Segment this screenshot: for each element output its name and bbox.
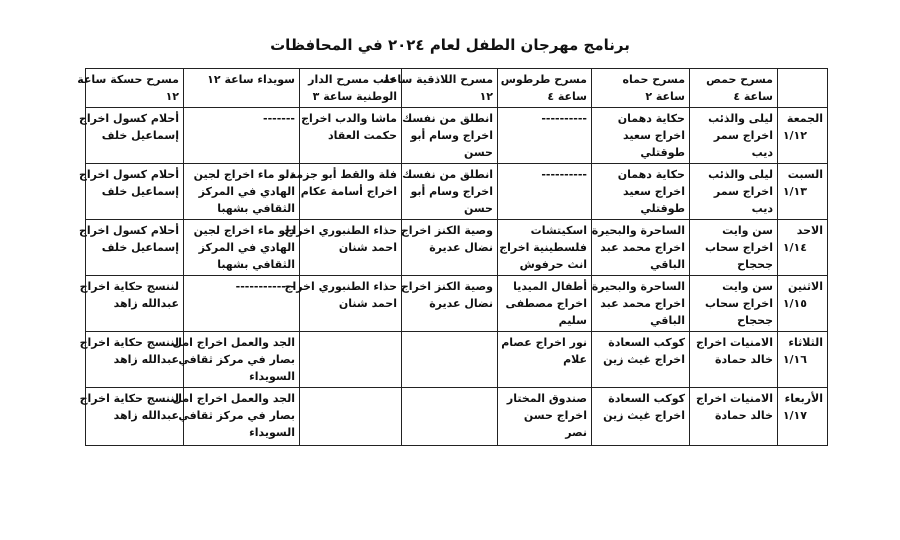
cell-line: عبدالله زاهد (113, 353, 179, 366)
cell-line: السويداء (249, 426, 295, 439)
cell-line: جحجاح (737, 258, 773, 271)
cell-line: أطفال الميديا (513, 280, 587, 293)
cell-line: لننسج حكاية اخراج (79, 392, 179, 405)
document-title: برنامج مهرجان الطفل لعام ٢٠٢٤ في المحافظات (270, 36, 630, 54)
cell-line: الامنيات اخراج (695, 392, 773, 405)
cell-hama (592, 276, 690, 332)
cell-line: اخراج سحاب (705, 241, 773, 254)
cell-line: حسن (463, 146, 493, 159)
cell-line: وصية الكنز اخراج (400, 280, 493, 293)
table-row (86, 276, 828, 332)
cell-line: فلة والقط أبو جزمة (289, 168, 397, 181)
table-row (86, 164, 828, 220)
cell-line: ليلى والذئب (708, 112, 773, 125)
cell-line: حذاء الطنبوري اخراج (284, 224, 397, 237)
cell-aleppo (300, 388, 402, 446)
cell-line: ليلى والذئب (708, 168, 773, 181)
cell-line: الجد والعمل اخراج امل (172, 392, 295, 405)
cell-line: الثقافي بشهبا (217, 202, 295, 215)
header-day (778, 69, 828, 108)
cell-line: اخراج سمر (713, 185, 773, 198)
cell-lattakia (402, 108, 498, 164)
day-cell (778, 220, 828, 276)
cell-tartous (498, 108, 592, 164)
cell-line: اخراج سحاب (705, 297, 773, 310)
cell-homs (690, 220, 778, 276)
cell-line: إسماعيل خلف (101, 185, 179, 198)
header-aleppo: حلب مسرح الدار الوطنية ساعة ٣ (300, 69, 402, 108)
cell-line: حذاء الطنبوري اخراج (284, 280, 397, 293)
cell-line: الهادي في المركز (198, 241, 295, 254)
cell-line: الهادي في المركز (198, 185, 295, 198)
cell-line: سليم (558, 314, 587, 327)
cell-lattakia (402, 332, 498, 388)
day-cell (778, 276, 828, 332)
cell-line: الساحرة والبحيرة (591, 224, 685, 237)
day-cell (778, 388, 828, 446)
cell-homs (690, 276, 778, 332)
cell-hama (592, 164, 690, 220)
cell-line: إسماعيل خلف (101, 129, 179, 142)
day-name: الأربعاء (784, 392, 823, 405)
cell-line: الباقي (650, 314, 685, 327)
cell-hama (592, 332, 690, 388)
cell-sweida (184, 220, 300, 276)
day-name: الاحد (796, 224, 823, 237)
table-row (86, 332, 828, 388)
cell-line: انطلق من نفسك (402, 112, 493, 125)
cell-aleppo (289, 164, 402, 220)
day-cell (778, 164, 828, 220)
cell-tartous (498, 332, 592, 388)
cell-hasakah (78, 164, 184, 220)
cell-hama (592, 108, 690, 164)
day-date: ١/١٧ (782, 409, 807, 422)
cell-line: سن وايت (722, 224, 773, 237)
cell-line: اخراج غيث زين (603, 353, 685, 366)
cell-line: سن وايت (722, 280, 773, 293)
cell-line: حسن (463, 202, 493, 215)
cell-tartous (498, 164, 592, 220)
cell-line: لننسج حكاية اخراج (79, 336, 179, 349)
cell-line: فلسطينية اخراج (499, 241, 587, 254)
cell-aleppo (284, 220, 402, 276)
cell-aleppo (284, 276, 402, 332)
cell-line: جحجاح (737, 314, 773, 327)
cell-line: خالد حمادة (715, 353, 773, 366)
cell-sweida (172, 388, 300, 446)
cell-line: خالد حمادة (715, 409, 773, 422)
cell-line: حكمت العقاد (328, 129, 397, 142)
cell-line: اخراج وسام أبو (410, 129, 493, 142)
day-cell (778, 108, 828, 164)
cell-line: انث حرفوش (519, 258, 587, 271)
header-row (86, 69, 828, 108)
cell-line: لننسج حكاية اخراج (79, 280, 179, 293)
table-row (86, 108, 828, 164)
header-hama: مسرح حماه ساعة ٢ (592, 69, 690, 108)
cell-line: اخراج سعيد (623, 129, 685, 142)
cell-line: الباقي (650, 258, 685, 271)
cell-line: بصار في مركز ثقافي (178, 353, 295, 366)
cell-sweida (184, 164, 300, 220)
cell-line: اخراج سعيد (623, 185, 685, 198)
cell-line: ------- (263, 112, 295, 125)
cell-aleppo (300, 332, 402, 388)
cell-line: ------------- (235, 280, 295, 293)
table-row (86, 388, 828, 446)
cell-line: ماشا والدب اخراج (301, 112, 397, 125)
cell-hasakah (78, 108, 184, 164)
cell-aleppo (300, 108, 402, 164)
cell-line: طوقتلي (640, 202, 685, 215)
cell-line: ديب (751, 146, 773, 159)
cell-hama (592, 388, 690, 446)
cell-line: اخراج محمد عبد (600, 297, 685, 310)
cell-lattakia (402, 220, 498, 276)
header-tartous: مسرح طرطوس ساعة ٤ (498, 69, 592, 108)
cell-line: حكاية دهمان (617, 112, 685, 125)
cell-line: نصر (565, 426, 587, 439)
cell-line: احمد شنان (338, 297, 397, 310)
cell-lattakia (402, 164, 498, 220)
cell-line: دلو ماء اخراج لجين (193, 168, 295, 181)
cell-homs (690, 332, 778, 388)
cell-line: كوكب السعادة (608, 392, 685, 405)
cell-line: اخراج سمر (713, 129, 773, 142)
cell-line: اخراج أسامة عكام (300, 185, 397, 198)
day-name: الاثنين (788, 280, 823, 293)
cell-line: اخراج محمد عبد (600, 241, 685, 254)
cell-line: اخراج حسن (523, 409, 587, 422)
header-lattakia: مسرح اللاذقية ساعة ١٢ (402, 69, 498, 108)
day-date: ١/١٤ (782, 241, 807, 254)
cell-line: ديب (751, 202, 773, 215)
cell-line: اخراج وسام أبو (410, 185, 493, 198)
day-date: ١/١٥ (782, 297, 807, 310)
cell-hasakah (79, 276, 184, 332)
day-date: ١/١٦ (782, 353, 807, 366)
cell-homs (690, 108, 778, 164)
cell-line: ---------- (541, 112, 587, 125)
cell-line: نضال عديرة (429, 297, 493, 310)
day-cell (778, 332, 828, 388)
cell-hasakah (78, 220, 184, 276)
cell-line: كوكب السعادة (608, 336, 685, 349)
cell-hasakah (79, 332, 184, 388)
cell-tartous (498, 388, 592, 446)
cell-lattakia (402, 276, 498, 332)
cell-homs (690, 388, 778, 446)
cell-sweida (184, 276, 300, 332)
cell-line: طوقتلي (640, 146, 685, 159)
cell-line: أحلام كسول اخراج (78, 112, 179, 125)
header-sweida: سويداء ساعة ١٢ (184, 69, 300, 108)
cell-line: اخراج مصطفى (505, 297, 587, 310)
cell-line: اخراج غيث زين (603, 409, 685, 422)
cell-line: ---------- (541, 168, 587, 181)
cell-line: وصية الكنز اخراج (400, 224, 493, 237)
schedule-body (78, 108, 828, 446)
cell-line: الساحرة والبحيرة (591, 280, 685, 293)
day-date: ١/١٣ (782, 185, 807, 198)
cell-line: عبدالله زاهد (113, 409, 179, 422)
cell-line: حكاية دهمان (617, 168, 685, 181)
cell-line: علام (563, 353, 587, 366)
cell-line: دلو ماء اخراج لجين (193, 224, 295, 237)
day-name: الجمعة (786, 112, 823, 125)
table-row (86, 220, 828, 276)
cell-sweida (184, 108, 300, 164)
cell-line: نور اخراج عصام (501, 336, 587, 349)
cell-line: إسماعيل خلف (101, 241, 179, 254)
cell-line: صندوق المختار (506, 392, 587, 405)
cell-line: السويداء (249, 370, 295, 383)
cell-homs (690, 164, 778, 220)
day-name: السبت (787, 168, 823, 181)
day-date: ١/١٢ (782, 129, 807, 142)
cell-line: اسكيتشات (530, 224, 587, 237)
cell-lattakia (402, 388, 498, 446)
cell-hama (592, 220, 690, 276)
cell-line: الامنيات اخراج (695, 336, 773, 349)
cell-sweida (172, 332, 300, 388)
cell-hasakah (79, 388, 184, 446)
cell-line: أحلام كسول اخراج (78, 168, 179, 181)
cell-line: احمد شنان (338, 241, 397, 254)
cell-line: نضال عديرة (429, 241, 493, 254)
header-homs: مسرح حمص ساعة ٤ (690, 69, 778, 108)
cell-line: بصار في مركز ثقافي (178, 409, 295, 422)
cell-tartous (498, 220, 592, 276)
cell-line: الثقافي بشهبا (217, 258, 295, 271)
cell-tartous (498, 276, 592, 332)
cell-line: أحلام كسول اخراج (78, 224, 179, 237)
day-name: الثلاثاء (788, 336, 823, 349)
schedule-table (77, 68, 828, 446)
cell-line: انطلق من نفسك (402, 168, 493, 181)
cell-line: الجد والعمل اخراج امل (172, 336, 295, 349)
cell-line: عبدالله زاهد (113, 297, 179, 310)
header-hasakah: مسرح حسكة ساعة ١٢ (86, 69, 184, 108)
